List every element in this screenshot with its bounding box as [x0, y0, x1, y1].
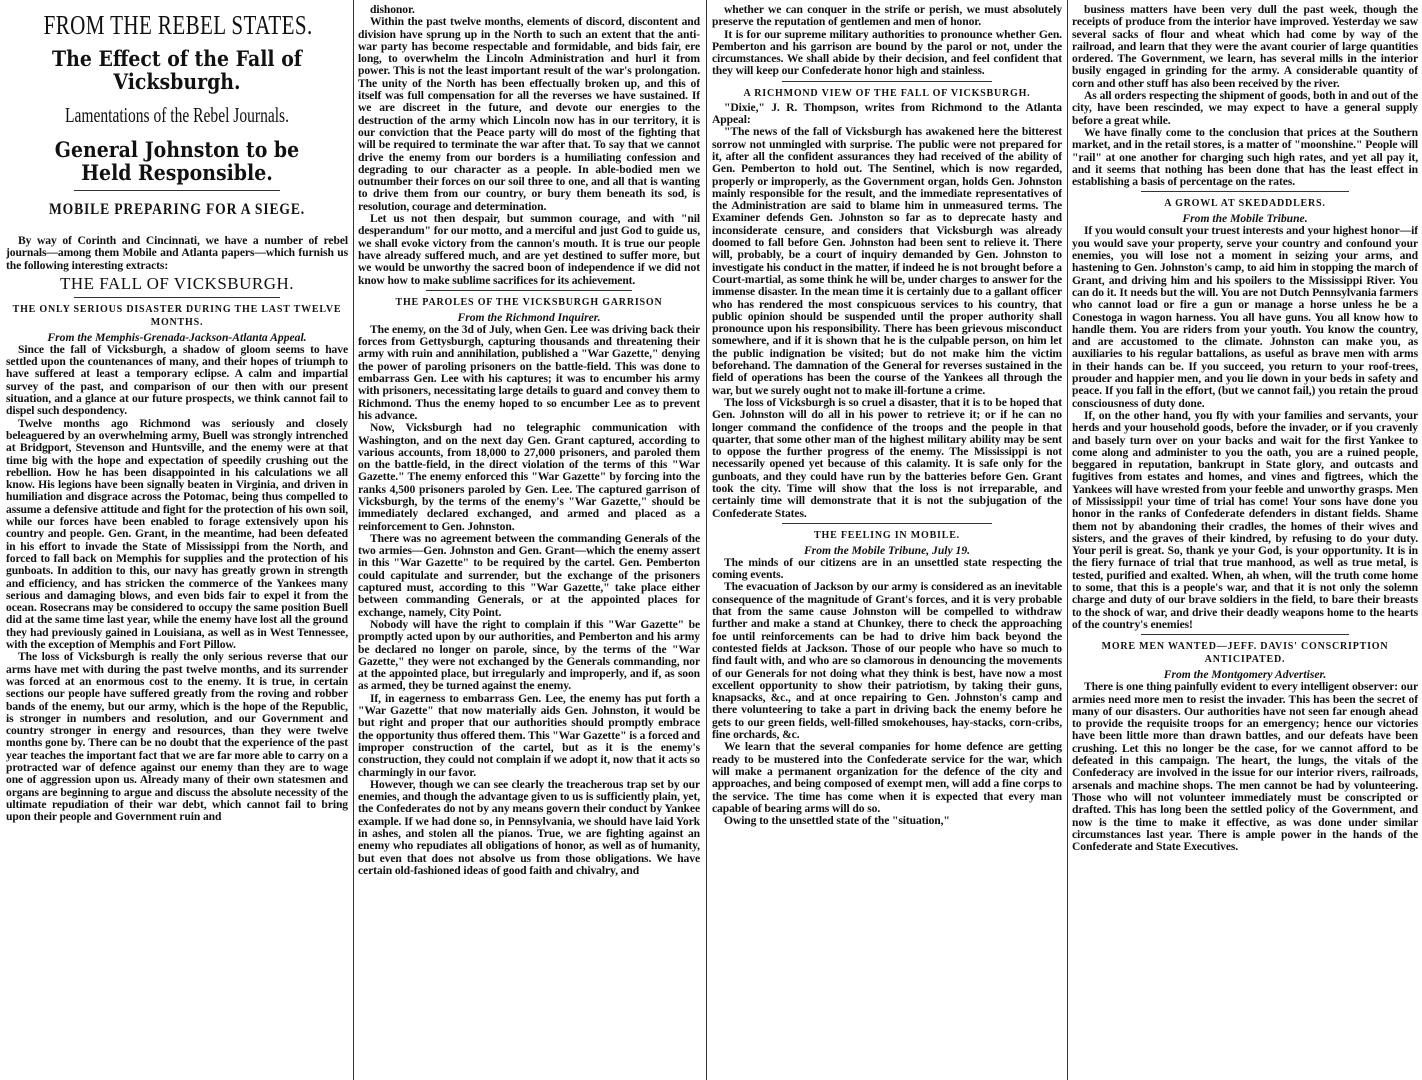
column-rule — [706, 0, 707, 1080]
source-credit: From the Richmond Inquirer. — [457, 310, 601, 324]
column-rule — [1067, 0, 1068, 1080]
paragraph: whether we can conquer in the strife or perish, we must absolutely preserve the reputation of gentlemen and men of honor. — [712, 4, 1062, 29]
headline: General Johnston to be Held Responsible. — [54, 137, 300, 185]
paragraph: Let us not then despair, but summon courage, and with "nil desperandum" for our motto, and a merciful and just God to guide us, we shall evoke victory from the cannon's mouth. It is true our people have already suffered much, and are yet destined to suffer more, but we would be unworthy the sacred boon of independence if we did not know how to make sublime sacrifices for its achievement. — [358, 212, 700, 287]
column-3 — [712, 4, 1062, 1078]
source-credit: From the Montgomery Advertiser. — [1163, 668, 1327, 682]
paragraph: Since the fall of Vicksburgh, a shadow of gloom seems to have settled upon the countenances of many, and their hopes of triumph to have suffered at least a temporary eclipse. A calm and impartial survey of the past, and comparison of our then with our present situation, and a glance at our future prospects, we think cannot fail to dispel such despondency. — [6, 342, 348, 418]
paragraph: We learn that the several companies for home defence are getting ready to be mustered into the Confederate service for the war, which will make a permanent organization for the defence of the city and approaches, and being composed of exempt men, will add a fine corps to the service. The time has come when it is expected that every man capable of bearing arms will do so. — [712, 740, 1062, 815]
paragraph: The minds of our citizens are in an unsettled state respecting the coming events. — [712, 555, 1062, 582]
paragraph: Owing to the unsettled state of the "situation," — [724, 814, 950, 828]
divider — [782, 523, 992, 524]
paragraph: The evacuation of Jackson by our army is considered as an inevitable consequence of the magnitude of Grant's forces, and it is very probable that from the same cause Johnston will be compelled to withdraw further and make a stand at Chunkey, there to check the approaching foe until reinforcements can be had to drive him back beyond the contested fields at Jackson. Those of our people who have so much to find fault with, and who are so clamorous in denouncing the movements of our Generals for not doing what they think is best, have now a most excellent opportunity to show their patriotism, by taking their guns, knapsacks, &c., and at once repairing to Gen. Johnston's camp and there volunteering to take a part in driving back the enemy before he gets to our green fields, well-filled smokehouses, hay-stacks, corn-cribs, fine orchards, &c. — [712, 580, 1062, 742]
paragraph: If you would consult your truest interests and your highest honor—if you would save your property, serve your country and confound your enemies, you will lose not a moment in seizing your arms, and hastening to Gen. Johnston's camp, to aid him in stopping the march of Grant, and driving him and his spoilers to the Mississippi River. You can do it. It needs but the will. You are not Dutch Pennsylvania farmers who cannot load or fire a gun or manage a horse unless he be a Conestoga in wagon harness. You all have guns. You all know how to handle them. You are riders from your youth. You know the country, and are accustomed to the climate. Johnston can make you, as auxiliaries to his regular battalions, as useful as brave men with arms in their hands can be. If you succeed, you return to your roof-trees, prouder and happier men, and you lie down in your beds in safety and peace. If you fall in the effort, (but we cannot fail,) you retain the proud consciousness of duty done. — [1072, 224, 1418, 410]
paragraph: "Dixie," J. R. Thompson, writes from Richmond to the Atlanta Appeal: — [712, 100, 1062, 127]
paragraph: The enemy, on the 3d of July, when Gen. Lee was driving back their forces from Gettysburgh, capturing thousands and threatening their army with ruin and annihilation, published a "War Gazette," denying the power of paroling prisoners on the battle-field. This was done to embarrass Gen. Lee with his captures; it was to encumber his army with prisoners, necessitating large details to guard and convey them to Richmond. Thus the enemy hoped to so encumber Lee as to prevent his advance. — [358, 322, 700, 422]
article-heading: THE FEELING IN MOBILE. — [814, 529, 960, 541]
article-heading: THE ONLY SERIOUS DISASTER DURING THE LAST TWELVE MONTHS. — [12, 303, 342, 328]
source-credit: From the Mobile Tribune, July 19. — [803, 543, 971, 557]
paragraph: "The news of the fall of Vicksburgh has awakened here the bitterest sorrow not unmingled with surprise. The public were not prepared for it, after all the confident assurances they had received of the ability of Gen. Pemberton to hold out. The Sentinel, which is now regarded, properly or improperly, as the Government organ, holds Gen. Johnston mainly responsible for the result, and the immediate representatives of the Administration are said to blame him in unmeasured terms. The Examiner defends Gen. Johnston so far as to deprecate hasty and inconsiderate censure, and considers that Vicksburgh was already doomed to fall before Gen. Johnston had been sent to relieve it. There will, probably, be a court of inquiry demanded by Gen. Johnston to investigate his conduct in the matter, if indeed he is not brought before a Court-martial, as some think he will be, under charges to answer for the immense disaster. In the mean time it is certainly due to a gallant officer who has rendered the most conspicuous services to his country, that public opinion should be suspended until the proper authority shall pronounce upon his responsibility. There has been grievous misconduct somewhere, and if it is shown that he is the culpable person, on him let the public indignation be visited; but do not make him the victim beforehand. The damnation of the General for reverses sustained in the field of operations has been the course of the Yankees all through the war, but we surely ought not to make ill-fortune a crime. — [712, 125, 1062, 397]
divider — [1141, 634, 1349, 635]
source-credit: From the Mobile Tribune. — [1182, 212, 1308, 226]
article-heading: THE PAROLES OF THE VICKSBURGH GARRISON — [395, 296, 663, 308]
column-1 — [6, 4, 348, 1078]
paragraph: Nobody will have the right to complain if this "War Gazette" be promptly acted upon by our authorities, and Pemberton and his army be declared no longer on parole, since, by the terms of the "War Gazette," they were not exchanged by the Generals commanding, nor at the appointed place, but irregularly and improperly, and if, as soon as armed, they be turned against the enemy. — [358, 617, 700, 693]
headline: The Effect of the Fall of Vicksburgh. — [52, 46, 302, 94]
paragraph: Twelve months ago Richmond was seriously and closely beleaguered by an overwhelming army, Buell was strongly intrenched at Bridgport, Stevenson and Huntsville, and the enemy were at that time big with the hope and expectation of speedily crushing out the rebellion. How he has been disappointed in his calculations we all know. His legions have been signally beaten in Virginia, and driven in humiliation and disgrace across the Potomac, being thus compelled to assume a defensive attitude and fight for the protection of his own soil, while our forces have been enabled to forage extensively upon his country and people. Gen. Grant, in the meantime, had been defeated in his effort to invade the State of Mississippi from the North, and forced to fall back on Memphis for supplies and the protection of his gunboats. In addition to this, our navy has greatly grown in strength and efficiency, and has stricken the commerce of the Yankees many serious and damaging blows, and even bids fair to expel it from the ocean. Rosecrans may be considered to occupy the same position Buell did at the same time last year, while the enemy have lost all the ground they had previously gained in Louisiana, as well as in West Tennessee, with the exception of Memphis and Fort Pillow. — [6, 416, 348, 652]
paragraph: dishonor. — [370, 4, 415, 16]
article-heading: A GROWL AT SKEDADDLERS. — [1164, 198, 1326, 210]
article-heading: A RICHMOND VIEW OF THE FALL OF VICKSBURGH. — [743, 87, 1031, 99]
section-headline: MOBILE PREPARING FOR A SIEGE. — [48, 201, 306, 218]
article-title: THE FALL OF VICKSBURGH. — [59, 273, 295, 293]
subheadline: Lamentations of the Rebel Journals. — [65, 103, 289, 127]
paragraph: The loss of Vicksburgh is really the only serious reverse that our arms have met with during the past twelve months, and its surrender was forced at an enormous cost to the enemy. It is true, in certain sections our people have suffered greatly from the roving and robber bands of the enemy, but our army, which is the hope of the Republic, is stronger in numbers and resolution, and our Government and country stronger in energy and resources, than they were twelve months gone by. There can be no doubt that the experience of the past year teaches the important fact that we are far more able to carry on a protracted war of defence against our enemy than they are to wage one of aggression upon us. Already many of their own statesmen and organs are beginning to argue and discuss the absolute necessity of the ultimate repudiation of their war debt, which cannot fail to bring upon their people and Government ruin and — [6, 650, 348, 824]
divider — [74, 297, 279, 298]
paragraph: It is for our supreme military authorities to pronounce whether Gen. Pemberton and his garrison are bound by the parol or not, under the circumstances. We shall abide by their decision, and feel confident that they will keep our Confederate honor high and stainless. — [712, 27, 1062, 78]
paragraph: The loss of Vicksburgh is so cruel a disaster, that it is to be hoped that Gen. Johnston will do all in his power to retrieve it; or if he can no longer command the confidence of the troops and the people in that quarter, that some other man of the highest military ability may be sent to oppose the further progress of the enemy. The Mississippi is not necessarily opened yet because of this calamity. It is safe only for the gunboats, and they could have run by the batteries before Gen. Grant took the city. Time will show that the loss is not irreparable, and certainly time will demonstrate that it is not the subjugation of the Confederate States. — [712, 395, 1062, 520]
article-heading: MORE MEN WANTED—JEFF. DAVIS' CONSCRIPTION ANTICIPATED. — [1101, 641, 1389, 666]
column-4 — [1072, 4, 1418, 1078]
paragraph: By way of Corinth and Cincinnati, we have a number of rebel journals—among them Mobile and Atlanta papers—which furnish us the following interesting extracts: — [6, 234, 348, 272]
paragraph: business matters have been very dull the past week, though the receipts of produce from the interior have improved. Yesterday we saw several sacks of flour and wheat which had come by way of the railroad, and learn that they were the avant courier of large quantities ordered. The Government, we learn, has several mills in the interior busily engaged in grinding for the army. A considerable quantity of corn and other stuff has also been received by the river. — [1072, 4, 1418, 90]
column-rule — [353, 0, 354, 1080]
source-credit: From the Memphis-Grenada-Jackson-Atlanta Appeal. — [47, 330, 307, 344]
paragraph: If, on the other hand, you fly with your families and servants, your herds and your household goods, before the invader, or if you cravenly and basely turn over on your backs and wait for the first Yankee to come along and administer to you the oath, you are a ruined people, beggared in reputation, bankrupt in State glory, and outcasts and fugitives from estates and homes, and vines and figtrees, which the Yankees will have wrested from your feeble and unworthy grasps. Men of Mississippi! your time of trial has come! Your sons have done you honor in the ranks of Confederate defenders in distant fields. Shame them not by abandoning their cradles, the homes of their wives and sisters, and the graves of their kindred, by refusing to do your duty. Your peril is great. So, thank ye your God, is your opportunity. It is in the fiery furnace of trial that true manhood, as well as true metal, is tested, purified and exalted. When, ah when, will the truth come home to some, that this is a people's war, and that it is not only the solemn charge and duty of our brave soldiers in the field, to bare their breasts to the shock of war, and drive their deadly weapons home to the hearts of the country's enemies! — [1072, 408, 1418, 631]
paragraph: As all orders respecting the shipment of goods, both in and out of the city, have been rescinded, we may expect to have a general supply before a great while. — [1072, 89, 1418, 127]
divider — [426, 290, 631, 291]
paragraph: We have finally come to the conclusion that prices at the Southern market, and in the retail stores, is a matter of "moonshine." People will "rail" at one another for charging such high rates, and yet all pay it, and it seems that nothing has been done that has the least effect in establishing a basis of percentage on the rates. — [1072, 125, 1418, 189]
paragraph: If, in eagerness to embarrass Gen. Lee, the enemy has put forth a "War Gazette" that now materially aids Gen. Johnston, it would be but right and proper that our authorities should promptly embrace the opportunity thus offered them. This "War Gazette" is a forced and improper construction of the cartel, but as it is the enemy's construction, they could not complain if we adopt it, now that it acts so charmingly in our favor. — [358, 691, 700, 779]
paragraph: There was no agreement between the commanding Generals of the two armies—Gen. Johnston and Gen. Grant—which the enemy assert in this "War Gazette" to be required by the cartel. Gen. Pemberton could capitulate and surrender, but the exchange of the prisoners captured must, according to this "War Gazette," take place either between commanding Generals, or at the appointed places for exchange, namely, City Point. — [358, 531, 700, 619]
paragraph: Within the past twelve months, elements of discord, discontent and division have sprung up in the North to such an extent that the anti-war party has become respectable and formidable, and bids fair, ere long, to overwhelm the Lincoln Administration and hurl it from power. This is not the least important result of the war's prolongation. The unity of the North has been effectually broken up, and this of itself was full compensation for all the reverses we have sustained. If we are discreet in the future, and devote our energies to the destruction of the army which Lincoln now has in our territory, it is our conviction that the Peace party will do most of the fighting that will be required to terminate the war after that. To say that we cannot drive the enemy from our borders is a humiliating confession and degrading to our character as a people. In able-bodied men we outnumber their forces on our soil three to one, and all that is wanting to drive them from our country, or bury them beneath its sod, is resolution, courage and determination. — [358, 15, 700, 213]
divider — [1141, 191, 1349, 192]
paragraph: However, though we can see clearly the treacherous trap set by our enemies, and though the advantage given to us is sufficiently plain, yet, the Confederates do not by any means govern their conduct by Yankee example. If we had done so, in Pennsylvania, we should have laid York in ashes, and stolen all the pianos. True, we are fighting against an enemy who repudiates all obligations of honor, as well as of humanity, but even that does not absolve us from those obligations. We have certain old-fashioned ideas of good faith and chivalry, and — [358, 777, 700, 877]
paragraph: Now, Vicksburgh had no telegraphic communication with Washington, and on the next day Gen. Grant captured, according to various accounts, from 18,000 to 27,000 prisoners, and paroled them on the battle-field, in the direct violation of the terms of this "War Gazette." The enemy enforced this "War Gazette" by forcing into the ranks 4,500 prisoners paroled by Gen. Lee. The captured garrison of Vicksburgh, by the terms of the enemy's "War Gazette," should be immediately declared exchanged, and armed and placed as a reinforcement to Gen. Johnston. — [358, 421, 700, 533]
column-2 — [358, 4, 700, 1078]
divider — [74, 190, 279, 191]
paragraph: There is one thing painfully evident to every intelligent observer: our armies need more men to resist the invader. This has been the secret of many of our disasters. Our authorities have not seen far enough ahead to provide the requisite troops for an emergency; hence our victories have been little more than drawn battles, and our defeats have been crushing. Let this no longer be the case, for we cannot afford to be defeated in this campaign. The heart, the lungs, the vitals of the Confederacy are involved in the issue for our interior rivers, railroads, arsenals and machine shops. The men cannot be had by volunteering. Those who will not volunteer immediately must be conscripted or drafted. This has long been the settled policy of the Government, and now is the time to make it effective, as was done under similar circumstances last year. There is ample power in the hands of the Confederate and State Executives. — [1072, 680, 1418, 854]
masthead-headline: FROM THE REBEL STATES. — [43, 10, 313, 40]
divider — [782, 81, 992, 82]
